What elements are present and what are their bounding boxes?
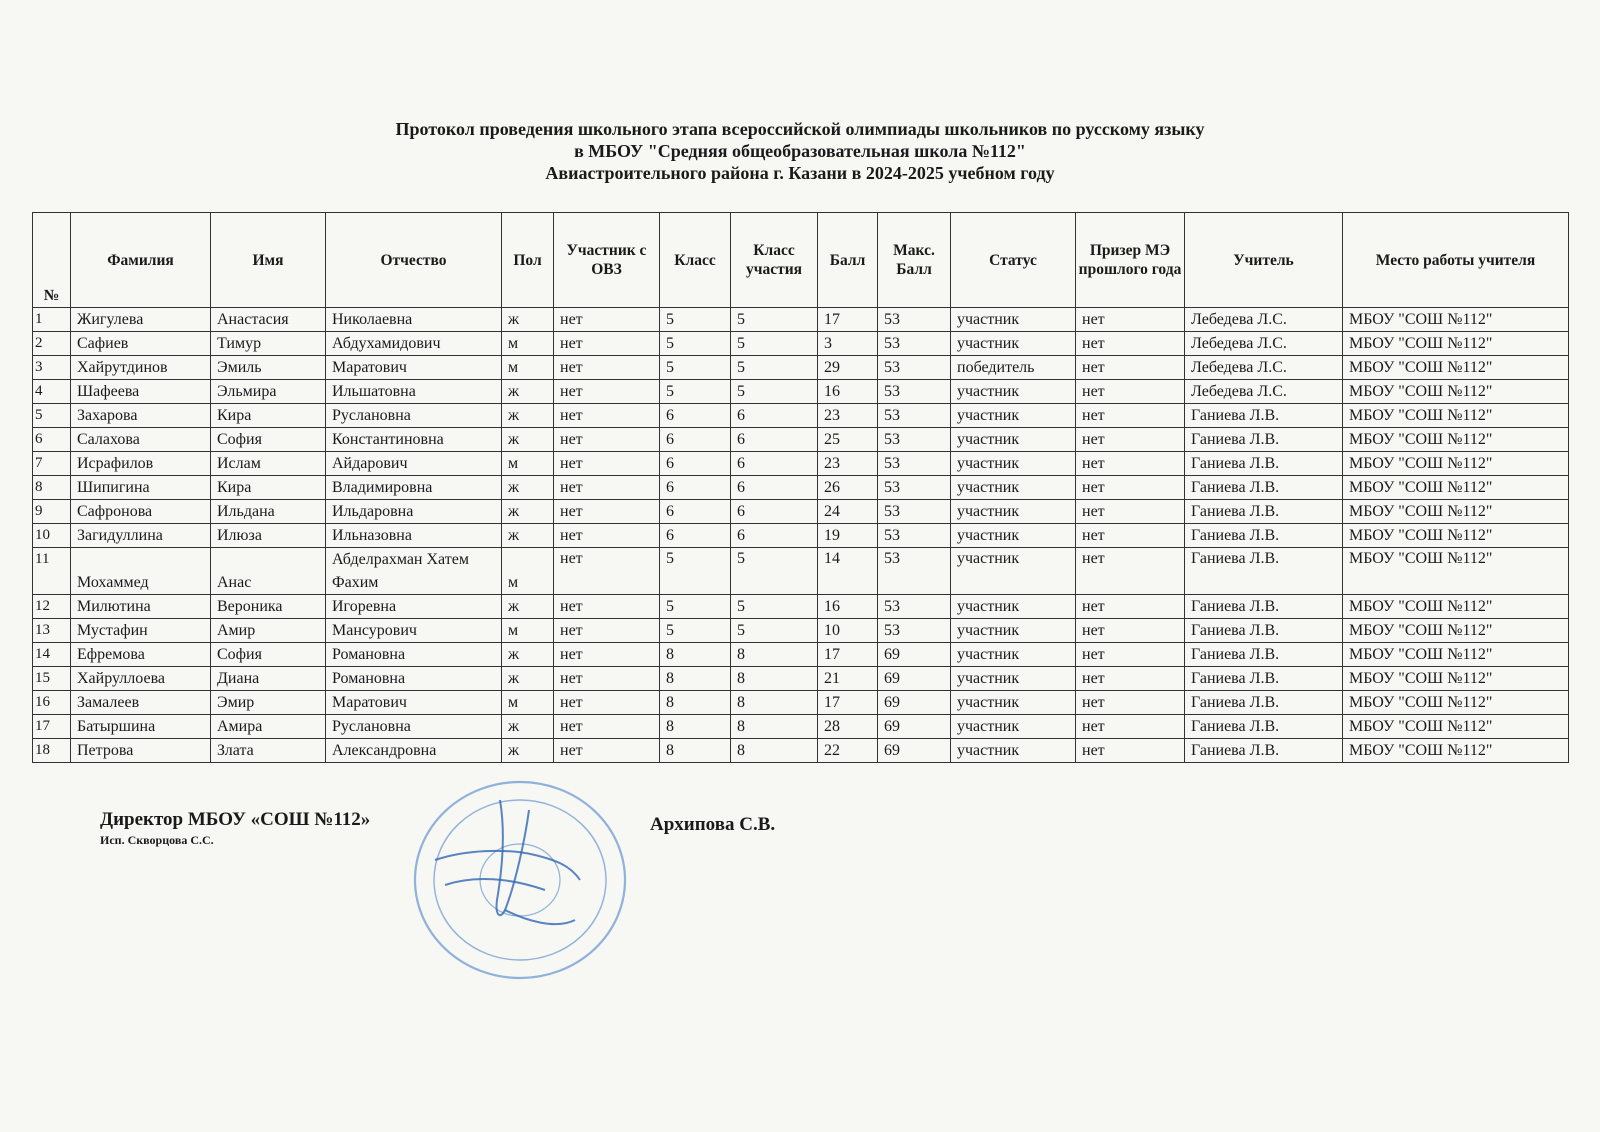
cell-workplace: МБОУ "СОШ №112" — [1343, 691, 1569, 715]
cell-status: участник — [951, 667, 1076, 691]
cell-teacher: Ганиева Л.В. — [1185, 595, 1343, 619]
cell-max-score: 53 — [878, 404, 951, 428]
cell-status: участник — [951, 548, 1076, 595]
cell-teacher: Ганиева Л.В. — [1185, 428, 1343, 452]
cell-patronymic: Маратович — [326, 691, 502, 715]
cell-teacher: Ганиева Л.В. — [1185, 452, 1343, 476]
header-workplace: Место работы учителя — [1343, 213, 1569, 308]
cell-first-name: Вероника — [211, 595, 326, 619]
cell-surname: Хайруллоева — [71, 667, 211, 691]
header-grade-participation: Класс участия — [731, 213, 818, 308]
table-row — [33, 691, 1569, 715]
cell-teacher: Ганиева Л.В. — [1185, 500, 1343, 524]
cell-sex: м — [502, 691, 554, 715]
cell-patronymic: Мансурович — [326, 619, 502, 643]
cell-grade-participation: 8 — [731, 667, 818, 691]
table-row — [33, 619, 1569, 643]
results-table — [32, 212, 1569, 763]
cell-surname: Петрова — [71, 739, 211, 763]
cell-prior-winner: нет — [1076, 308, 1185, 332]
cell-grade: 6 — [660, 404, 731, 428]
cell-row-number: 9 — [33, 500, 71, 524]
cell-score: 16 — [818, 380, 878, 404]
cell-first-name: Анастасия — [211, 308, 326, 332]
table-row — [33, 428, 1569, 452]
cell-teacher: Ганиева Л.В. — [1185, 404, 1343, 428]
table-row — [33, 715, 1569, 739]
cell-surname: Исрафилов — [71, 452, 211, 476]
cell-grade: 5 — [660, 332, 731, 356]
cell-teacher: Лебедева Л.С. — [1185, 332, 1343, 356]
cell-patronymic: Руслановна — [326, 404, 502, 428]
cell-grade-participation: 8 — [731, 643, 818, 667]
cell-prior-winner: нет — [1076, 619, 1185, 643]
table-header-row — [33, 213, 1569, 308]
cell-row-number: 1 — [33, 308, 71, 332]
cell-score: 29 — [818, 356, 878, 380]
cell-score: 3 — [818, 332, 878, 356]
signature-block — [100, 808, 370, 848]
cell-grade-participation: 5 — [731, 548, 818, 595]
cell-grade: 6 — [660, 524, 731, 548]
cell-grade-participation: 6 — [731, 524, 818, 548]
cell-status: участник — [951, 595, 1076, 619]
cell-sex: м — [502, 356, 554, 380]
cell-teacher: Ганиева Л.В. — [1185, 619, 1343, 643]
cell-surname: Хайрутдинов — [71, 356, 211, 380]
cell-status: участник — [951, 452, 1076, 476]
cell-patronymic: Романовна — [326, 667, 502, 691]
cell-ovz: нет — [554, 595, 660, 619]
cell-first-name: Ильдана — [211, 500, 326, 524]
cell-surname: Захарова — [71, 404, 211, 428]
director-signature — [435, 800, 580, 924]
cell-max-score: 53 — [878, 452, 951, 476]
cell-ovz: нет — [554, 308, 660, 332]
cell-workplace: МБОУ "СОШ №112" — [1343, 715, 1569, 739]
cell-ovz: нет — [554, 476, 660, 500]
cell-status: участник — [951, 500, 1076, 524]
cell-status: победитель — [951, 356, 1076, 380]
cell-row-number: 11 — [33, 548, 71, 595]
cell-prior-winner: нет — [1076, 356, 1185, 380]
cell-first-name: София — [211, 428, 326, 452]
cell-ovz: нет — [554, 524, 660, 548]
cell-surname: Шипигина — [71, 476, 211, 500]
header-status: Статус — [951, 213, 1076, 308]
cell-patronymic: Константиновна — [326, 428, 502, 452]
cell-patronymic: Николаевна — [326, 308, 502, 332]
cell-max-score: 69 — [878, 667, 951, 691]
cell-patronymic: Владимировна — [326, 476, 502, 500]
cell-score: 24 — [818, 500, 878, 524]
cell-ovz: нет — [554, 380, 660, 404]
cell-max-score: 53 — [878, 428, 951, 452]
cell-first-name: Злата — [211, 739, 326, 763]
cell-status: участник — [951, 524, 1076, 548]
cell-grade-participation: 5 — [731, 356, 818, 380]
cell-patronymic: Маратович — [326, 356, 502, 380]
cell-row-number: 12 — [33, 595, 71, 619]
cell-grade-participation: 8 — [731, 739, 818, 763]
cell-score: 19 — [818, 524, 878, 548]
cell-prior-winner: нет — [1076, 452, 1185, 476]
table-row — [33, 356, 1569, 380]
cell-max-score: 53 — [878, 380, 951, 404]
cell-workplace: МБОУ "СОШ №112" — [1343, 619, 1569, 643]
cell-grade-participation: 5 — [731, 380, 818, 404]
cell-status: участник — [951, 308, 1076, 332]
cell-ovz: нет — [554, 715, 660, 739]
cell-score: 21 — [818, 667, 878, 691]
cell-max-score: 69 — [878, 691, 951, 715]
cell-status: участник — [951, 404, 1076, 428]
cell-row-number: 15 — [33, 667, 71, 691]
cell-patronymic: Абдухамидович — [326, 332, 502, 356]
cell-max-score: 69 — [878, 739, 951, 763]
cell-first-name: Кира — [211, 404, 326, 428]
cell-sex: ж — [502, 404, 554, 428]
cell-row-number: 8 — [33, 476, 71, 500]
cell-grade: 5 — [660, 380, 731, 404]
header-sex: Пол — [502, 213, 554, 308]
cell-status: участник — [951, 643, 1076, 667]
cell-max-score: 53 — [878, 619, 951, 643]
cell-workplace: МБОУ "СОШ №112" — [1343, 739, 1569, 763]
cell-first-name: Илюза — [211, 524, 326, 548]
table-row — [33, 380, 1569, 404]
cell-prior-winner: нет — [1076, 476, 1185, 500]
table-row — [33, 500, 1569, 524]
cell-status: участник — [951, 691, 1076, 715]
cell-row-number: 4 — [33, 380, 71, 404]
cell-workplace: МБОУ "СОШ №112" — [1343, 548, 1569, 595]
cell-surname: Ефремова — [71, 643, 211, 667]
cell-grade: 5 — [660, 619, 731, 643]
cell-patronymic: Ильназовна — [326, 524, 502, 548]
cell-ovz: нет — [554, 500, 660, 524]
header-teacher: Учитель — [1185, 213, 1343, 308]
cell-max-score: 69 — [878, 715, 951, 739]
cell-sex: ж — [502, 524, 554, 548]
cell-prior-winner: нет — [1076, 739, 1185, 763]
header-num: № — [33, 213, 71, 308]
cell-patronymic: Руслановна — [326, 715, 502, 739]
cell-grade-participation: 8 — [731, 715, 818, 739]
cell-status: участник — [951, 739, 1076, 763]
cell-first-name: Ислам — [211, 452, 326, 476]
cell-prior-winner: нет — [1076, 500, 1185, 524]
cell-teacher: Ганиева Л.В. — [1185, 739, 1343, 763]
cell-first-name: Эмир — [211, 691, 326, 715]
cell-max-score: 53 — [878, 548, 951, 595]
cell-surname: Сафронова — [71, 500, 211, 524]
cell-patronymic: Абделрахман Хатем Фахим — [326, 548, 502, 595]
header-patronymic: Отчество — [326, 213, 502, 308]
cell-sex: ж — [502, 380, 554, 404]
cell-first-name: София — [211, 643, 326, 667]
cell-patronymic: Ильдаровна — [326, 500, 502, 524]
cell-patronymic: Ильшатовна — [326, 380, 502, 404]
table-row — [33, 643, 1569, 667]
cell-grade: 8 — [660, 667, 731, 691]
cell-score: 28 — [818, 715, 878, 739]
cell-grade: 6 — [660, 476, 731, 500]
cell-prior-winner: нет — [1076, 715, 1185, 739]
cell-surname: Жигулева — [71, 308, 211, 332]
header-grade: Класс — [660, 213, 731, 308]
cell-grade-participation: 6 — [731, 500, 818, 524]
cell-score: 26 — [818, 476, 878, 500]
cell-sex: м — [502, 332, 554, 356]
cell-prior-winner: нет — [1076, 643, 1185, 667]
table-row — [33, 524, 1569, 548]
cell-score: 14 — [818, 548, 878, 595]
cell-score: 17 — [818, 308, 878, 332]
cell-grade: 5 — [660, 548, 731, 595]
cell-teacher: Ганиева Л.В. — [1185, 715, 1343, 739]
cell-teacher: Ганиева Л.В. — [1185, 691, 1343, 715]
cell-ovz: нет — [554, 548, 660, 595]
cell-ovz: нет — [554, 667, 660, 691]
header-surname: Фамилия — [71, 213, 211, 308]
cell-row-number: 3 — [33, 356, 71, 380]
cell-prior-winner: нет — [1076, 428, 1185, 452]
cell-grade: 5 — [660, 356, 731, 380]
cell-ovz: нет — [554, 619, 660, 643]
cell-score: 17 — [818, 691, 878, 715]
cell-prior-winner: нет — [1076, 380, 1185, 404]
title-line-2: в МБОУ "Средняя общеобразовательная школа №112" — [574, 141, 1026, 161]
cell-patronymic: Айдарович — [326, 452, 502, 476]
cell-prior-winner: нет — [1076, 332, 1185, 356]
cell-surname: Батыршина — [71, 715, 211, 739]
cell-max-score: 53 — [878, 356, 951, 380]
cell-row-number: 5 — [33, 404, 71, 428]
cell-row-number: 7 — [33, 452, 71, 476]
cell-teacher: Ганиева Л.В. — [1185, 548, 1343, 595]
cell-prior-winner: нет — [1076, 404, 1185, 428]
cell-max-score: 53 — [878, 500, 951, 524]
cell-workplace: МБОУ "СОШ №112" — [1343, 356, 1569, 380]
cell-grade-participation: 5 — [731, 595, 818, 619]
cell-sex: ж — [502, 476, 554, 500]
cell-teacher: Ганиева Л.В. — [1185, 476, 1343, 500]
cell-score: 16 — [818, 595, 878, 619]
cell-teacher: Лебедева Л.С. — [1185, 308, 1343, 332]
cell-score: 25 — [818, 428, 878, 452]
cell-prior-winner: нет — [1076, 524, 1185, 548]
cell-sex: ж — [502, 595, 554, 619]
cell-workplace: МБОУ "СОШ №112" — [1343, 404, 1569, 428]
cell-prior-winner: нет — [1076, 691, 1185, 715]
header-max-score: Макс. Балл — [878, 213, 951, 308]
cell-grade: 6 — [660, 428, 731, 452]
cell-sex: ж — [502, 428, 554, 452]
cell-ovz: нет — [554, 739, 660, 763]
table-row — [33, 332, 1569, 356]
cell-row-number: 13 — [33, 619, 71, 643]
cell-first-name: Амир — [211, 619, 326, 643]
cell-max-score: 53 — [878, 308, 951, 332]
cell-status: участник — [951, 332, 1076, 356]
cell-status: участник — [951, 619, 1076, 643]
cell-ovz: нет — [554, 356, 660, 380]
cell-status: участник — [951, 476, 1076, 500]
cell-grade-participation: 5 — [731, 619, 818, 643]
table-row — [33, 404, 1569, 428]
table-row — [33, 308, 1569, 332]
table-row — [33, 595, 1569, 619]
cell-first-name: Эмиль — [211, 356, 326, 380]
table-body — [33, 308, 1569, 763]
cell-max-score: 53 — [878, 332, 951, 356]
header-score: Балл — [818, 213, 878, 308]
cell-surname: Сафиев — [71, 332, 211, 356]
cell-sex: м — [502, 619, 554, 643]
cell-teacher: Ганиева Л.В. — [1185, 524, 1343, 548]
cell-patronymic: Романовна — [326, 643, 502, 667]
cell-first-name: Диана — [211, 667, 326, 691]
cell-status: участник — [951, 715, 1076, 739]
cell-workplace: МБОУ "СОШ №112" — [1343, 380, 1569, 404]
header-name: Имя — [211, 213, 326, 308]
cell-workplace: МБОУ "СОШ №112" — [1343, 308, 1569, 332]
cell-surname: Загидуллина — [71, 524, 211, 548]
cell-surname: Мохаммед — [71, 548, 211, 595]
cell-sex: ж — [502, 715, 554, 739]
cell-workplace: МБОУ "СОШ №112" — [1343, 428, 1569, 452]
cell-row-number: 6 — [33, 428, 71, 452]
director-label: Директор МБОУ «СОШ №112» — [100, 809, 371, 830]
cell-grade-participation: 5 — [731, 332, 818, 356]
cell-sex: ж — [502, 500, 554, 524]
cell-grade: 5 — [660, 308, 731, 332]
cell-prior-winner: нет — [1076, 595, 1185, 619]
cell-sex: м — [502, 548, 554, 595]
cell-grade-participation: 6 — [731, 452, 818, 476]
cell-status: участник — [951, 428, 1076, 452]
cell-first-name: Амира — [211, 715, 326, 739]
cell-workplace: МБОУ "СОШ №112" — [1343, 643, 1569, 667]
document-title — [0, 118, 1600, 184]
cell-surname: Салахова — [71, 428, 211, 452]
table-row — [33, 476, 1569, 500]
cell-row-number: 2 — [33, 332, 71, 356]
cell-grade: 8 — [660, 739, 731, 763]
table-row — [33, 667, 1569, 691]
cell-ovz: нет — [554, 404, 660, 428]
cell-patronymic: Александровна — [326, 739, 502, 763]
cell-surname: Милютина — [71, 595, 211, 619]
cell-grade: 8 — [660, 715, 731, 739]
cell-surname: Шафеева — [71, 380, 211, 404]
cell-ovz: нет — [554, 452, 660, 476]
cell-grade: 6 — [660, 500, 731, 524]
cell-surname: Замалеев — [71, 691, 211, 715]
cell-grade-participation: 6 — [731, 428, 818, 452]
cell-first-name: Кира — [211, 476, 326, 500]
cell-row-number: 18 — [33, 739, 71, 763]
cell-ovz: нет — [554, 332, 660, 356]
title-line-3: Авиастроительного района г. Казани в 2024-2025 учебном году — [545, 163, 1055, 183]
cell-sex: ж — [502, 308, 554, 332]
header-ovz: Участник с ОВЗ — [554, 213, 660, 308]
cell-max-score: 53 — [878, 524, 951, 548]
cell-prior-winner: нет — [1076, 667, 1185, 691]
cell-workplace: МБОУ "СОШ №112" — [1343, 332, 1569, 356]
cell-max-score: 53 — [878, 595, 951, 619]
cell-workplace: МБОУ "СОШ №112" — [1343, 595, 1569, 619]
table-row — [33, 452, 1569, 476]
cell-ovz: нет — [554, 691, 660, 715]
executor-label: Исп. Скворцова С.С. — [100, 833, 214, 847]
cell-score: 23 — [818, 452, 878, 476]
cell-grade: 5 — [660, 595, 731, 619]
cell-row-number: 16 — [33, 691, 71, 715]
cell-grade: 8 — [660, 643, 731, 667]
cell-workplace: МБОУ "СОШ №112" — [1343, 667, 1569, 691]
cell-first-name: Анас — [211, 548, 326, 595]
cell-status: участник — [951, 380, 1076, 404]
cell-sex: ж — [502, 667, 554, 691]
cell-grade-participation: 6 — [731, 476, 818, 500]
cell-teacher: Ганиева Л.В. — [1185, 643, 1343, 667]
cell-workplace: МБОУ "СОШ №112" — [1343, 476, 1569, 500]
cell-score: 17 — [818, 643, 878, 667]
cell-row-number: 10 — [33, 524, 71, 548]
cell-patronymic: Игоревна — [326, 595, 502, 619]
school-seal-stamp — [405, 770, 635, 990]
cell-max-score: 53 — [878, 476, 951, 500]
cell-workplace: МБОУ "СОШ №112" — [1343, 452, 1569, 476]
cell-teacher: Лебедева Л.С. — [1185, 380, 1343, 404]
cell-first-name: Эльмира — [211, 380, 326, 404]
cell-workplace: МБОУ "СОШ №112" — [1343, 500, 1569, 524]
cell-teacher: Ганиева Л.В. — [1185, 667, 1343, 691]
cell-prior-winner: нет — [1076, 548, 1185, 595]
director-name: Архипова С.В. — [650, 814, 776, 835]
cell-grade-participation: 6 — [731, 404, 818, 428]
cell-sex: м — [502, 452, 554, 476]
title-line-1: Протокол проведения школьного этапа всероссийской олимпиады школьников по русскому языку — [395, 119, 1205, 139]
cell-sex: ж — [502, 739, 554, 763]
cell-max-score: 69 — [878, 643, 951, 667]
cell-score: 22 — [818, 739, 878, 763]
header-prior-winner: Призер МЭ прошлого года — [1076, 213, 1185, 308]
cell-workplace: МБОУ "СОШ №112" — [1343, 524, 1569, 548]
cell-score: 23 — [818, 404, 878, 428]
cell-first-name: Тимур — [211, 332, 326, 356]
cell-grade: 6 — [660, 452, 731, 476]
cell-grade-participation: 8 — [731, 691, 818, 715]
cell-grade-participation: 5 — [731, 308, 818, 332]
table-row — [33, 739, 1569, 763]
cell-ovz: нет — [554, 428, 660, 452]
cell-surname: Мустафин — [71, 619, 211, 643]
cell-sex: ж — [502, 643, 554, 667]
cell-row-number: 14 — [33, 643, 71, 667]
cell-grade: 8 — [660, 691, 731, 715]
cell-ovz: нет — [554, 643, 660, 667]
cell-teacher: Лебедева Л.С. — [1185, 356, 1343, 380]
cell-score: 10 — [818, 619, 878, 643]
table-row — [33, 548, 1569, 595]
cell-row-number: 17 — [33, 715, 71, 739]
